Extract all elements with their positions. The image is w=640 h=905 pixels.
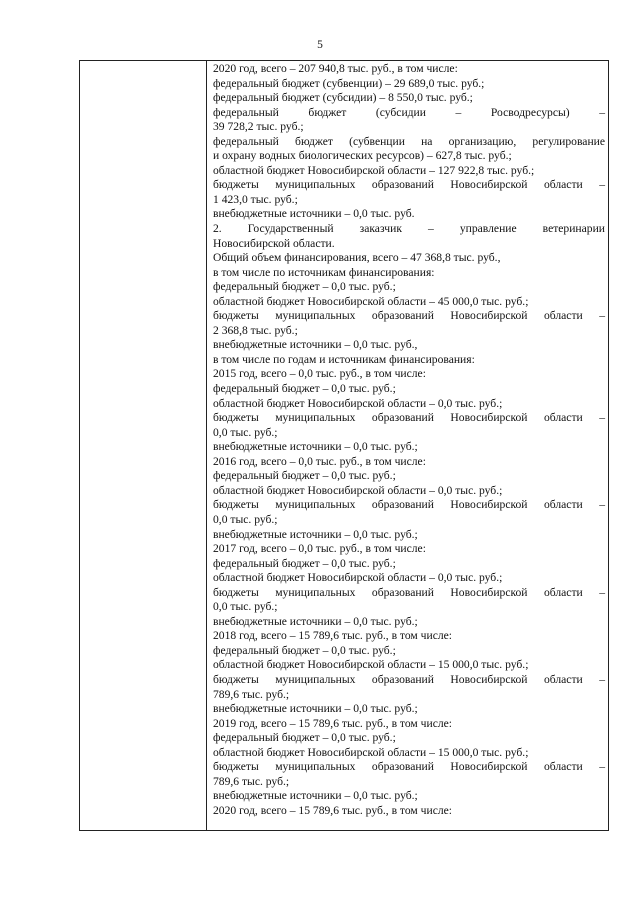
- text-line: федеральный бюджет (субвенции) – 29 689,0 тыс. руб.;: [213, 76, 485, 90]
- text-line: бюджеты муниципальных образований Новосибирской области –: [213, 760, 605, 774]
- text-line: Новосибирской области.: [213, 236, 335, 250]
- text-line: федеральный бюджет (субвенции на организацию, регулирование: [213, 134, 605, 148]
- text-line: областной бюджет Новосибирской области – 0,0 тыс. руб.;: [213, 483, 503, 497]
- text-line: бюджеты муниципальных образований Новосибирской области –: [213, 178, 605, 192]
- text-line: областной бюджет Новосибирской области – 0,0 тыс. руб.;: [213, 571, 503, 585]
- text-line: областной бюджет Новосибирской области – 45 000,0 тыс. руб.;: [213, 294, 529, 308]
- text-line: федеральный бюджет – 0,0 тыс. руб.;: [213, 731, 396, 745]
- text-line: внебюджетные источники – 0,0 тыс. руб.;: [213, 440, 418, 454]
- text-line: 2020 год, всего – 15 789,6 тыс. руб., в том числе:: [213, 803, 452, 817]
- text-line: 1 423,0 тыс. руб.;: [213, 192, 298, 206]
- text-line: областной бюджет Новосибирской области – 127 922,8 тыс. руб.;: [213, 163, 535, 177]
- text-line: 2020 год, всего – 207 940,8 тыс. руб., в том числе:: [213, 62, 458, 75]
- text-line: бюджеты муниципальных образований Новосибирской области –: [213, 411, 605, 425]
- text-line: в том числе по источникам финансирования:: [213, 265, 435, 279]
- text-line: 2016 год, всего – 0,0 тыс. руб., в том числе:: [213, 454, 426, 468]
- text-line: 39 728,2 тыс. руб.;: [213, 120, 304, 134]
- text-line: бюджеты муниципальных образований Новосибирской области –: [213, 585, 605, 599]
- text-line: федеральный бюджет (субсидии) – 8 550,0 тыс. руб.;: [213, 91, 473, 105]
- text-line: федеральный бюджет – 0,0 тыс. руб.;: [213, 556, 396, 570]
- text-line: областной бюджет Новосибирской области – 0,0 тыс. руб.;: [213, 396, 503, 410]
- text-line: 0,0 тыс. руб.;: [213, 600, 278, 614]
- text-line: 2018 год, всего – 15 789,6 тыс. руб., в том числе:: [213, 629, 452, 643]
- text-line: федеральный бюджет – 0,0 тыс. руб.;: [213, 280, 396, 294]
- text-line: внебюджетные источники – 0,0 тыс. руб.;: [213, 614, 418, 628]
- text-line: федеральный бюджет – 0,0 тыс. руб.;: [213, 382, 396, 396]
- text-line: 2. Государственный заказчик – управление ветеринарии: [213, 222, 605, 236]
- text-line: областной бюджет Новосибирской области – 15 000,0 тыс. руб.;: [213, 658, 529, 672]
- text-line: внебюджетные источники – 0,0 тыс. руб.;: [213, 702, 418, 716]
- text-line: 789,6 тыс. руб.;: [213, 774, 290, 788]
- text-line: 2 368,8 тыс. руб.;: [213, 323, 298, 337]
- text-line: федеральный бюджет (субсидии – Росводресурсы) –: [213, 105, 605, 119]
- text-line: внебюджетные источники – 0,0 тыс. руб.: [213, 207, 415, 221]
- text-line: 2015 год, всего – 0,0 тыс. руб., в том числе:: [213, 367, 426, 381]
- text-line: бюджеты муниципальных образований Новосибирской области –: [213, 309, 605, 323]
- text-line: 789,6 тыс. руб.;: [213, 687, 290, 701]
- table-left-cell: [80, 61, 206, 830]
- page-number: 5: [317, 39, 323, 51]
- text-line: внебюджетные источники – 0,0 тыс. руб.,: [213, 338, 418, 352]
- text-line: 0,0 тыс. руб.;: [213, 425, 278, 439]
- text-line: Общий объем финансирования, всего – 47 368,8 тыс. руб.,: [213, 251, 501, 265]
- text-line: областной бюджет Новосибирской области – 15 000,0 тыс. руб.;: [213, 745, 529, 759]
- text-line: и охрану водных биологических ресурсов) – 627,8 тыс. руб.;: [213, 149, 512, 163]
- text-line: 2017 год, всего – 0,0 тыс. руб., в том числе:: [213, 542, 426, 556]
- text-line: в том числе по годам и источникам финансирования:: [213, 352, 475, 366]
- column-divider: [206, 61, 207, 830]
- table-right-cell: [213, 62, 605, 818]
- text-line: бюджеты муниципальных образований Новосибирской области –: [213, 498, 605, 512]
- text-line: 0,0 тыс. руб.;: [213, 512, 278, 526]
- text-line: федеральный бюджет – 0,0 тыс. руб.;: [213, 643, 396, 657]
- text-line: внебюджетные источники – 0,0 тыс. руб.;: [213, 527, 418, 541]
- text-line: 2019 год, всего – 15 789,6 тыс. руб., в том числе:: [213, 716, 452, 730]
- financing-table: [79, 60, 609, 831]
- text-line: внебюджетные источники – 0,0 тыс. руб.;: [213, 789, 418, 803]
- text-line: бюджеты муниципальных образований Новосибирской области –: [213, 672, 605, 686]
- text-line: федеральный бюджет – 0,0 тыс. руб.;: [213, 469, 396, 483]
